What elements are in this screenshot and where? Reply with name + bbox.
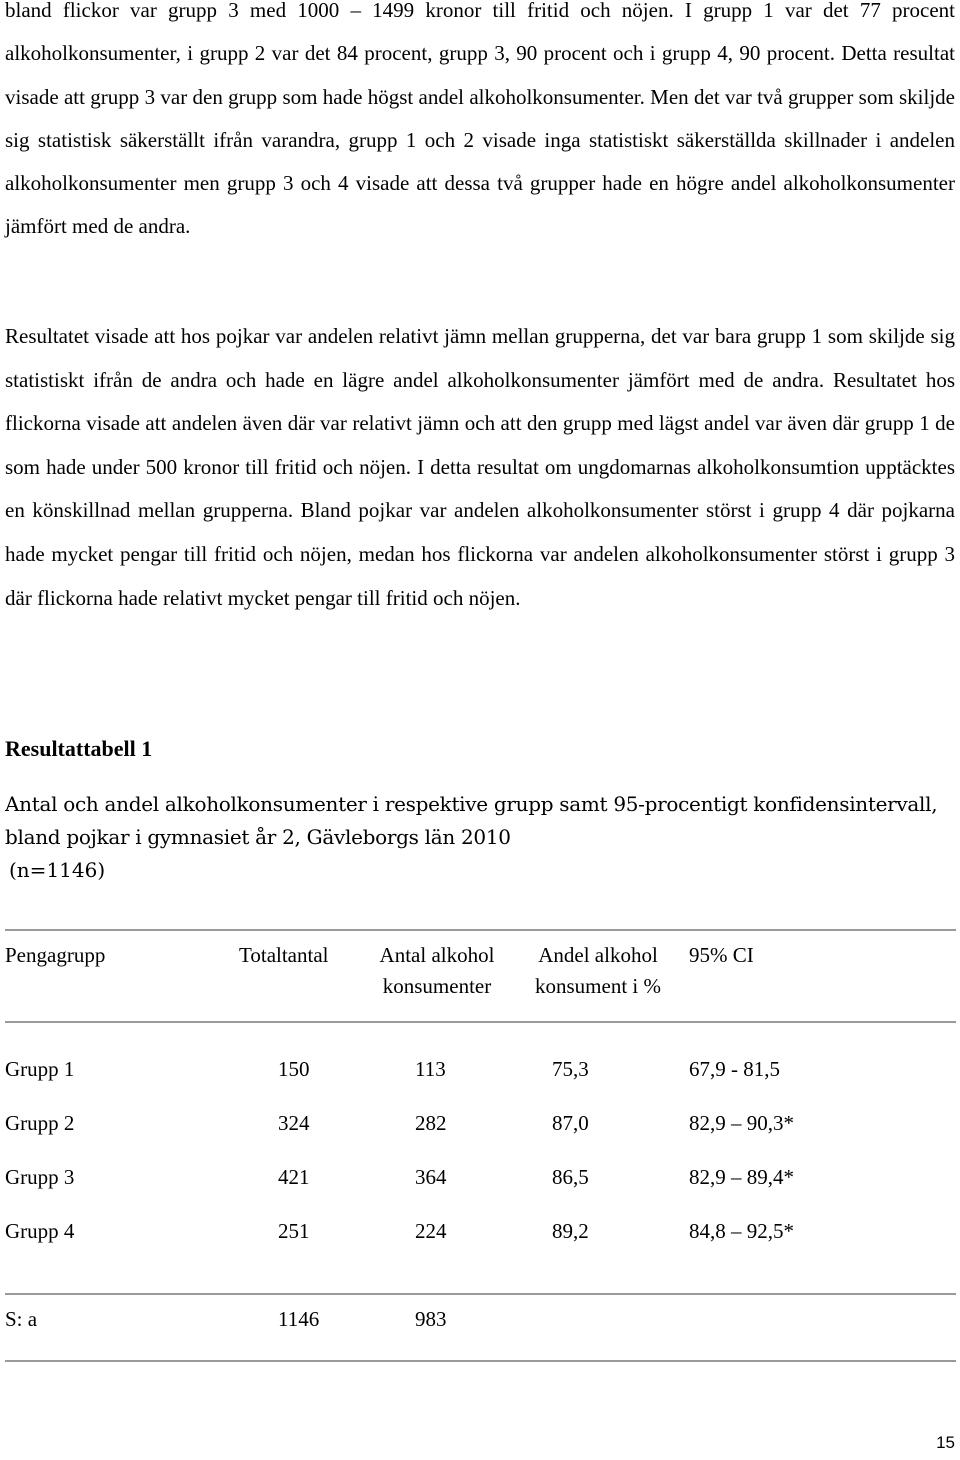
- cell-share: 75,3: [552, 1057, 589, 1081]
- table-row: [0, 1216, 960, 1256]
- cell-ci: 82,9 – 90,3*: [689, 1111, 794, 1135]
- table-heading: Resultattabell 1: [5, 736, 153, 761]
- body-paragraph-2: Resultatet visade att hos pojkar var andelen relativt jämn mellan grupperna, det var bara grupp 1 som skiljde sig statistiskt ifrån de andra och hade en lägre andel alkoholkonsumenter jämfört med de andra. Resultatet hos flickorna visade att andelen även där var relativt jämn och att den grupp med lägst andel var även där grupp 1 de som hade under 500 kronor till fritid och nöjen. I detta resultat om ungdomarnas alkoholkonsumtion upptäcktes en könskillnad mellan grupperna. Bland pojkar var andelen alkoholkonsumenter störst i grupp 4 där pojkarna hade mycket pengar till fritid och nöjen, medan hos flickorna var andelen alkoholkonsumenter störst i grupp 3 där flickorna hade relativt mycket pengar till fritid och nöjen.: [5, 324, 955, 610]
- cell-total: 421: [278, 1165, 310, 1189]
- cell-share: 89,2: [552, 1219, 589, 1243]
- sum-label: S: a: [5, 1307, 38, 1331]
- cell-total: 324: [278, 1111, 310, 1135]
- cell-ci: 67,9 - 81,5: [689, 1057, 780, 1081]
- table-sum-row: [0, 1304, 960, 1344]
- table-row: [0, 1108, 960, 1148]
- cell-group: Grupp 3: [5, 1165, 75, 1189]
- table-bottom-rule: [5, 1360, 956, 1362]
- header-count-line1: Antal alkohol: [379, 943, 495, 967]
- header-count: [374, 940, 500, 1002]
- cell-count: 282: [415, 1111, 447, 1135]
- cell-ci: 82,9 – 89,4*: [689, 1165, 794, 1189]
- header-share-line2: konsument i %: [535, 974, 661, 998]
- cell-count: 113: [415, 1057, 446, 1081]
- header-total: Totaltantal: [239, 943, 329, 967]
- sum-count: 983: [415, 1307, 447, 1331]
- header-group: Pengagrupp: [5, 943, 106, 967]
- cell-count: 224: [415, 1219, 447, 1243]
- table-body-rule: [5, 1293, 956, 1295]
- header-ci: 95% CI: [689, 943, 754, 967]
- cell-count: 364: [415, 1165, 447, 1189]
- page-number: 15: [936, 1433, 955, 1452]
- cell-group: Grupp 4: [5, 1219, 75, 1243]
- table-caption: Antal och andel alkoholkonsumenter i respektive grupp samt 95-procentigt konfidensintervall, bland pojkar i gymnasiet år 2, Gävleborgs län 2010: [5, 792, 938, 849]
- cell-ci: 84,8 – 92,5*: [689, 1219, 794, 1243]
- sample-size-label: (n=1146): [9, 858, 106, 882]
- header-share-line1: Andel alkohol: [538, 943, 658, 967]
- header-share: [518, 940, 678, 1002]
- header-count-line2: konsumenter: [382, 974, 492, 998]
- cell-total: 251: [278, 1219, 310, 1243]
- table-top-rule: [5, 929, 956, 931]
- cell-total: 150: [278, 1057, 310, 1081]
- cell-share: 86,5: [552, 1165, 589, 1189]
- table-header-rule: [5, 1021, 956, 1023]
- cell-group: Grupp 2: [5, 1111, 75, 1135]
- cell-group: Grupp 1: [5, 1057, 75, 1081]
- body-paragraph-1: bland flickor var grupp 3 med 1000 – 1499 kronor till fritid och nöjen. I grupp 1 var det 77 procent alkoholkonsumenter, i grupp 2 var det 84 procent, grupp 3, 90 procent och i grupp 4, 90 procent. Detta resultat visade att grupp 3 var den grupp som hade högst andel alkoholkonsumenter. Men det var två grupper som skiljde sig statistisk säkerställt ifrån varandra, grupp 1 och 2 visade inga statistiskt säkerställda skillnader i andelen alkoholkonsumenter men grupp 3 och 4 visade att dessa två grupper hade en högre andel alkoholkonsumenter jämfört med de andra.: [5, 0, 955, 239]
- sum-total: 1146: [278, 1307, 320, 1331]
- table-row: [0, 1054, 960, 1094]
- table-row: [0, 1162, 960, 1202]
- cell-share: 87,0: [552, 1111, 589, 1135]
